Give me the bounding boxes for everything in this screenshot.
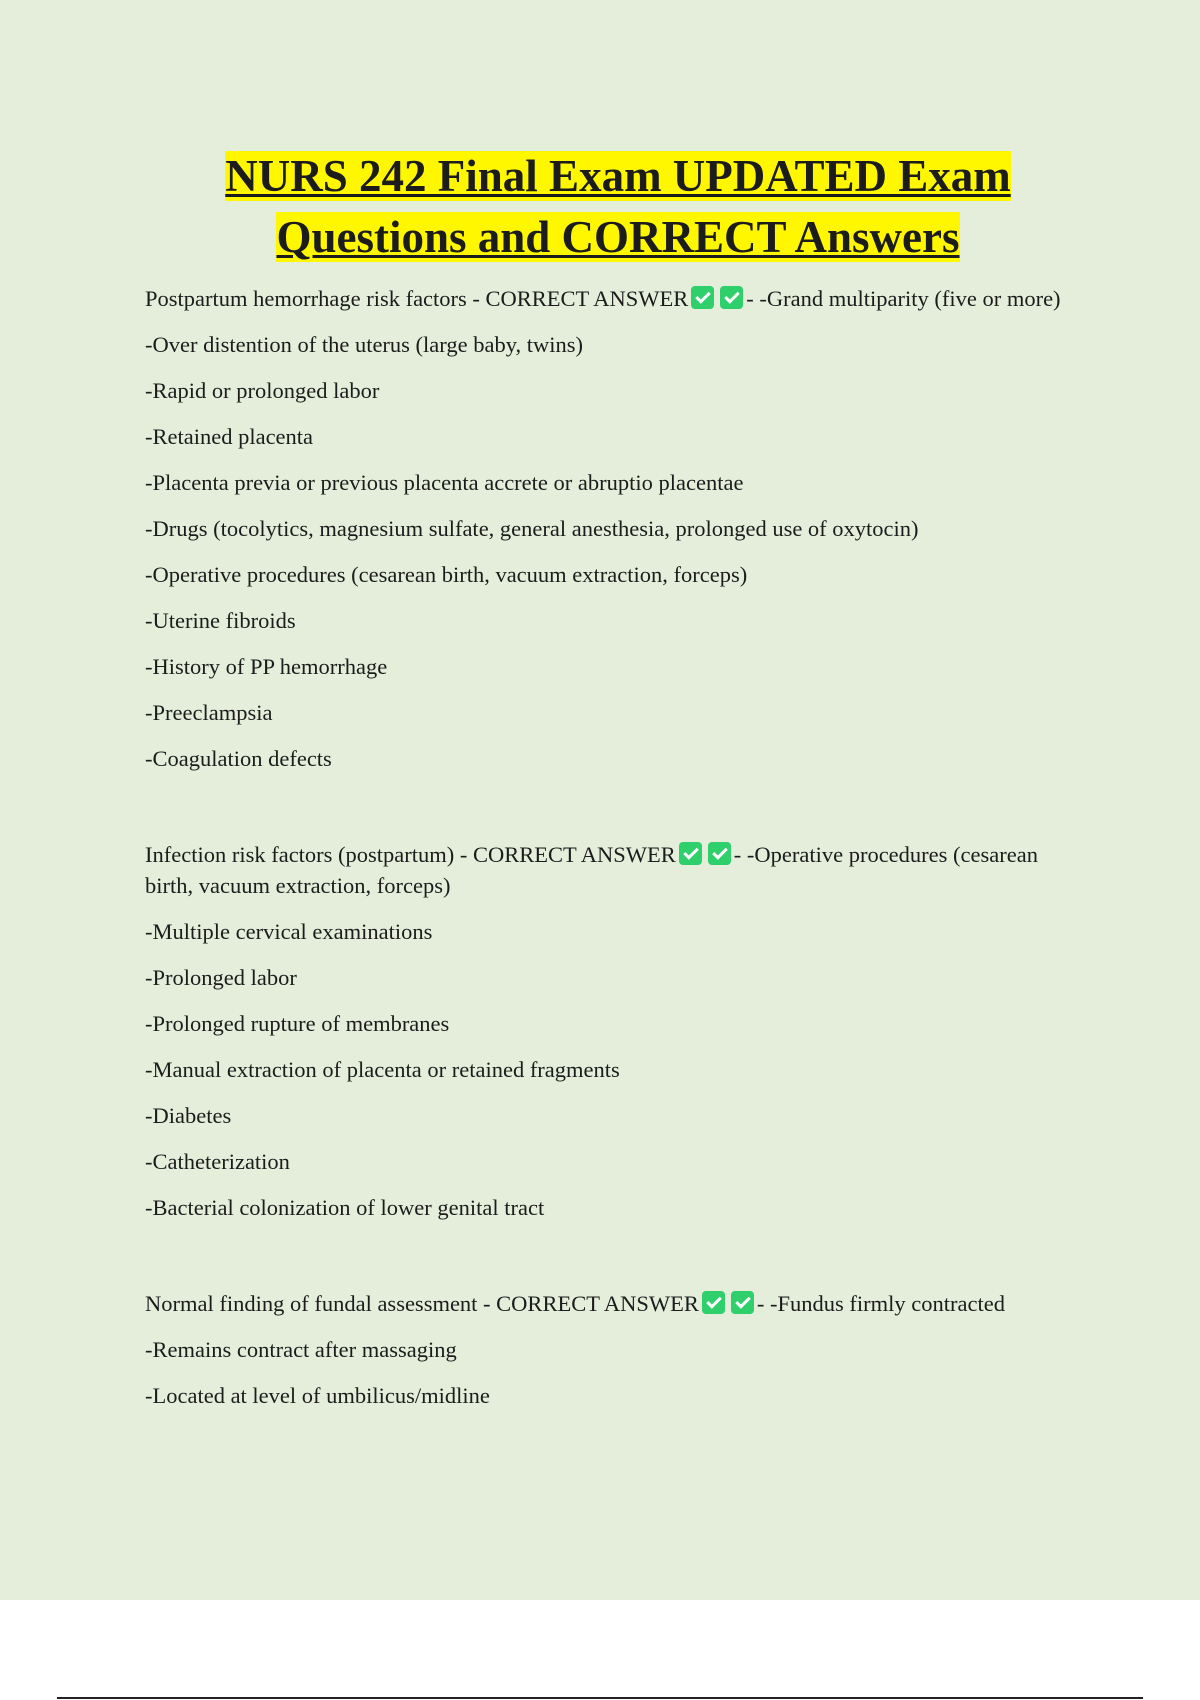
answer-item: -Coagulation defects — [145, 746, 332, 771]
answer-item: -Retained placenta — [145, 424, 314, 449]
question-text: Normal finding of fundal assessment - CORRECT ANSWER — [145, 1291, 699, 1316]
answer-item: -Remains contract after massaging — [145, 1337, 457, 1362]
answer-item: -Catheterization — [145, 1149, 290, 1174]
answer-item: -Placenta previa or previous placenta accrete or abruptio placentae — [145, 470, 744, 495]
answer-item: -Drugs (tocolytics, magnesium sulfate, general anesthesia, prolonged use of oxytocin) — [145, 516, 919, 541]
document-title — [0, 146, 1200, 268]
answer-item: -History of PP hemorrhage — [145, 654, 388, 679]
question-line — [145, 1288, 1085, 1319]
question-line — [145, 283, 1085, 314]
answer-item: -Preeclampsia — [145, 700, 273, 725]
check-mark-icon — [679, 842, 702, 865]
answer-item: -Located at level of umbilicus/midline — [145, 1383, 490, 1408]
question-text: Postpartum hemorrhage risk factors - CORRECT ANSWER — [145, 286, 689, 311]
answer-item: -Multiple cervical examinations — [145, 919, 433, 944]
footer-divider — [57, 1697, 1143, 1699]
answer-start: - -Grand multiparity (five or more) — [746, 286, 1061, 311]
section-spacer — [145, 1238, 1085, 1288]
answer-item: -Over distention of the uterus (large baby, twins) — [145, 332, 584, 357]
check-mark-icon — [720, 286, 743, 309]
check-mark-icon — [691, 286, 714, 309]
answer-item: -Uterine fibroids — [145, 608, 296, 633]
answer-item: -Operative procedures (cesarean birth, vacuum extraction, forceps) — [145, 562, 748, 587]
check-mark-icon — [731, 1291, 754, 1314]
check-mark-icon — [702, 1291, 725, 1314]
qa-block-fundal-assessment — [145, 1288, 1085, 1411]
qa-block-postpartum-hemorrhage — [145, 283, 1085, 774]
qa-block-infection-risk — [145, 839, 1085, 1223]
title-line-1: NURS 242 Final Exam UPDATED Exam — [225, 151, 1011, 201]
answer-start: - -Fundus firmly contracted — [756, 1291, 1005, 1316]
question-text: Infection risk factors (postpartum) - CORRECT ANSWER — [145, 842, 676, 867]
answer-item: -Prolonged labor — [145, 965, 297, 990]
answer-start: - -Operative procedures (cesarean birth, vacuum extraction, forceps) — [145, 842, 1038, 898]
section-spacer — [145, 789, 1085, 839]
check-mark-icon — [708, 842, 731, 865]
question-line — [145, 839, 1085, 901]
title-line-2: Questions and CORRECT Answers — [276, 212, 960, 262]
qa-content — [145, 283, 1085, 1426]
answer-item: -Rapid or prolonged labor — [145, 378, 380, 403]
answer-item: -Diabetes — [145, 1103, 232, 1128]
answer-item: -Prolonged rupture of membranes — [145, 1011, 450, 1036]
answer-item: -Manual extraction of placenta or retained fragments — [145, 1057, 620, 1082]
answer-item: -Bacterial colonization of lower genital tract — [145, 1195, 545, 1220]
